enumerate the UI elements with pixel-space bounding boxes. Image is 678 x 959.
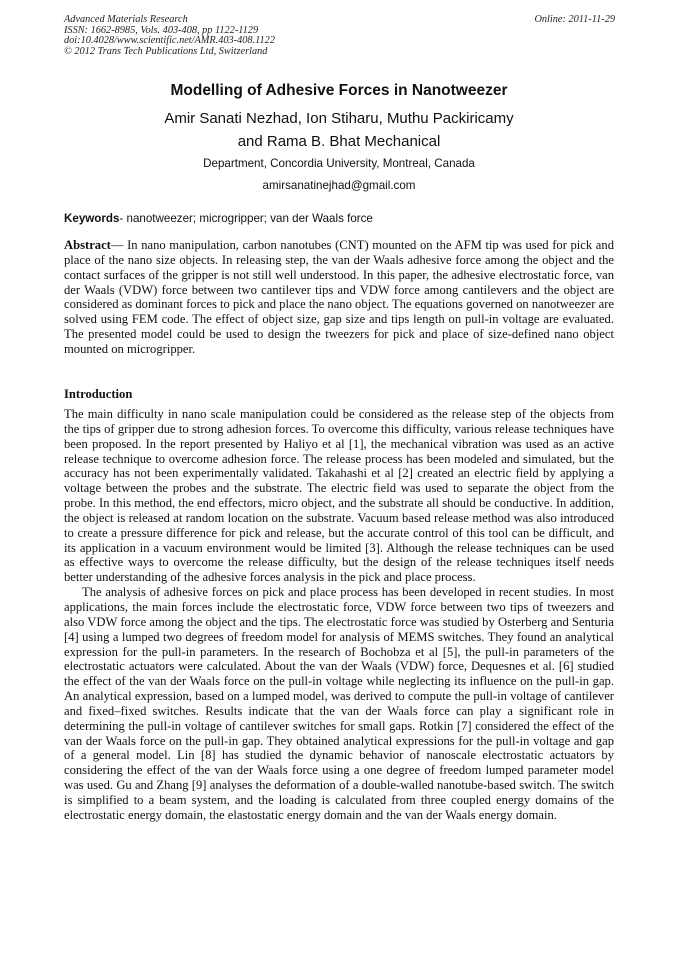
authors-block [0,107,678,153]
affiliation: Department, Concordia University, Montreal, Canada [203,157,475,170]
journal-metadata [64,15,275,57]
abstract-paragraph [64,238,614,357]
issn-line: ISSN: 1662-8985, Vols. 403-408, pp 1122-1129 [64,24,259,36]
keywords-text: - nanotweezer; microgripper; van der Waals force [119,212,373,225]
journal-name: Advanced Materials Research [64,14,188,25]
online-date: Online: 2011-11-29 [534,14,615,25]
doi-line: doi:10.4028/www.scientific.net/AMR.403-408.1122 [64,35,275,47]
keywords-line [64,211,624,226]
intro-paragraph-2: The analysis of adhesive forces on pick and place process has been developed in recent studies. In most applications, the main forces include the electrostatic force, VDW force between two tips of tweezers and also VDW force among the object and the tips. The electrostatic force was studied by Osterberg and Senturia [4] using a lumped two degrees of freedom model for analysis of MEMS switches. They found an analytical expression for the pull-in parameters. In the research of Bochobza et al [5], the pull-in parameters of the electrostatic actuators were calculated. About the van der Waals (VDW) force, Dequesnes et al. [6] studied the effect of the van der Waals force on the pull-in voltage while neglecting its influence on the pull-in gap. An analytical expression, based on a lumped model, was derived to compute the pull-in voltage of cantilever and fixed–fixed switches. Results indicate that the van der Waals force can play a significant role in determining the pull-in voltage of cantilever switches for small gaps. Rotkin [7] considered the effect of the van der Waals force on the pull-in gap. They obtained analytical expressions for the pull-in voltage and gap of a general model. Lin [8] has studied the dynamic behavior of nanoscale electrostatic actuators by considering the effect of the van der Waals force using a one degree of freedom lumped parameter model was used. Gu and Zhang [9] analyses the deformation of a double-walled nanotube-based switch. The switch is simplified to a beam system, and the loading is calculated from three coupled energy domains of the electrostatic energy domain, the elastostatic energy domain and the van der Waals energy domain. [64,585,614,822]
abstract-text: — In nano manipulation, carbon nanotubes (CNT) mounted on the AFM tip was used for pick and place of the nano size objects. In releasing step, the van der Waals adhesive force among the object and the contact surfaces of the gripper is not still well understood. In this paper, the adhesive electrostatic force, van der Waals (VDW) force between two cantilever tips and VDW force among cantilevers and the object are considered as dominant forces to pick and place the nano object. The equations governed on nanotweezer are solved using FEM code. The effect of object size, gap size and tips length on pull-in voltage are evaluated. The presented model could be used to design the tweezers for pick and place of size-defined nano object mounted on microgripper. [64,238,614,356]
authors-line-1: Amir Sanati Nezhad, Ion Stiharu, Muthu Packiricamy [164,110,514,127]
authors-line-2: and Rama B. Bhat Mechanical [237,133,441,150]
author-email: amirsanatinejhad@gmail.com [262,179,416,192]
abstract-label: Abstract [64,238,111,252]
copyright-line: © 2012 Trans Tech Publications Ltd, Switzerland [64,45,268,57]
paper-title: Modelling of Adhesive Forces in Nanotweezer [170,82,508,99]
keywords-label: Keywords [64,212,120,225]
section-heading-introduction: Introduction [64,387,133,401]
introduction-body [64,407,614,823]
intro-paragraph-1: The main difficulty in nano scale manipulation could be considered as the release step of the objects from the tips of gripper due to strong adhesion forces. To overcome this difficulty, various release techniques have been proposed. In the report presented by Haliyo et al [1], the mechanical vibration was used as an active release technique to overcome adhesion force. The release process has been modeled and simulated, but the accuracy has not been experimentally validated. Takahashi et al [2] created an electric field by applying a voltage between the probes and the substrate. The electric field was used to separate the object from the probe. In this method, the end effectors, micro object, and the substrate all should be conductive. In addition, the object is released at random location on the substrate. Vacuum based release method was also introduced to create a pressure difference for pick and release, but the accurate control of this tool can be difficult, and its application in a vacuum environment would be limited [3]. Although the release techniques can be used as effective ways to overcome the release difficulty, but the design of the release techniques itself needs better understanding of the adhesive forces analysis in the pick and place process. [64,407,614,585]
